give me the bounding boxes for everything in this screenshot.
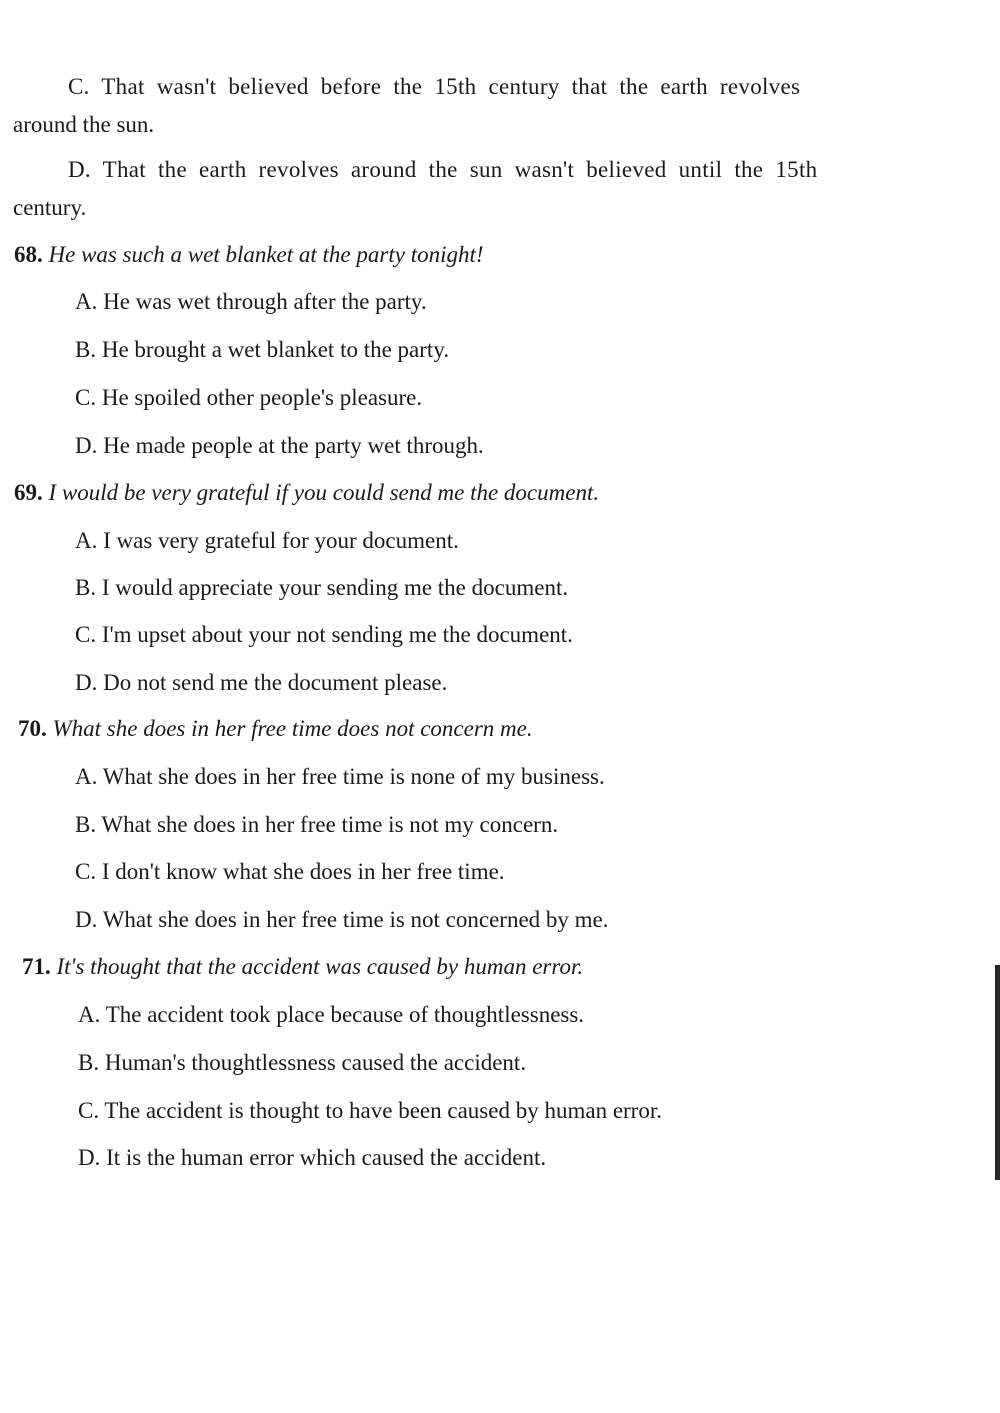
question-69 xyxy=(14,478,599,508)
q68-option-a: A. He was wet through after the party. xyxy=(75,289,427,314)
q71-option-a: A. The accident took place because of thoughtlessness. xyxy=(78,1002,585,1027)
question-number: 71. xyxy=(22,954,51,979)
prev-option-d-line2: century. xyxy=(13,195,87,220)
q68-option-c: C. He spoiled other people's pleasure. xyxy=(75,385,423,410)
q70-option-b: B. What she does in her free time is not my concern. xyxy=(75,812,559,837)
q69-option-c: C. I'm upset about your not sending me the document. xyxy=(75,622,573,647)
question-prompt: He was such a wet blanket at the party tonight! xyxy=(48,242,484,267)
q70-option-c: C. I don't know what she does in her free time. xyxy=(75,859,505,884)
question-prompt: It's thought that the accident was caused by human error. xyxy=(56,954,584,979)
q69-option-a: A. I was very grateful for your document. xyxy=(75,528,459,553)
q71-option-c: C. The accident is thought to have been caused by human error. xyxy=(78,1098,662,1123)
question-number: 68. xyxy=(14,242,43,267)
q71-option-d: D. It is the human error which caused the accident. xyxy=(78,1145,547,1170)
prev-option-c-line1: C. That wasn't believed before the 15th century that the earth revolves xyxy=(68,74,801,99)
q69-option-d: D. Do not send me the document please. xyxy=(75,670,448,695)
prev-option-c-line2: around the sun. xyxy=(13,112,155,137)
question-70 xyxy=(18,714,533,744)
q70-option-a: A. What she does in her free time is none of my business. xyxy=(75,764,605,789)
prev-option-d-line1: D. That the earth revolves around the sun wasn't believed until the 15th xyxy=(68,157,818,182)
question-number: 69. xyxy=(14,480,43,505)
q69-option-b: B. I would appreciate your sending me the document. xyxy=(75,575,569,600)
q68-option-d: D. He made people at the party wet through. xyxy=(75,433,484,458)
question-number: 70. xyxy=(18,716,47,741)
q68-option-b: B. He brought a wet blanket to the party. xyxy=(75,337,450,362)
q71-option-b: B. Human's thoughtlessness caused the accident. xyxy=(78,1050,527,1075)
question-68 xyxy=(14,240,484,270)
question-71 xyxy=(22,952,583,982)
question-prompt: I would be very grateful if you could send me the document. xyxy=(48,480,600,505)
q70-option-d: D. What she does in her free time is not concerned by me. xyxy=(75,907,609,932)
scan-edge-mark xyxy=(995,965,1000,1180)
question-prompt: What she does in her free time does not concern me. xyxy=(52,716,533,741)
